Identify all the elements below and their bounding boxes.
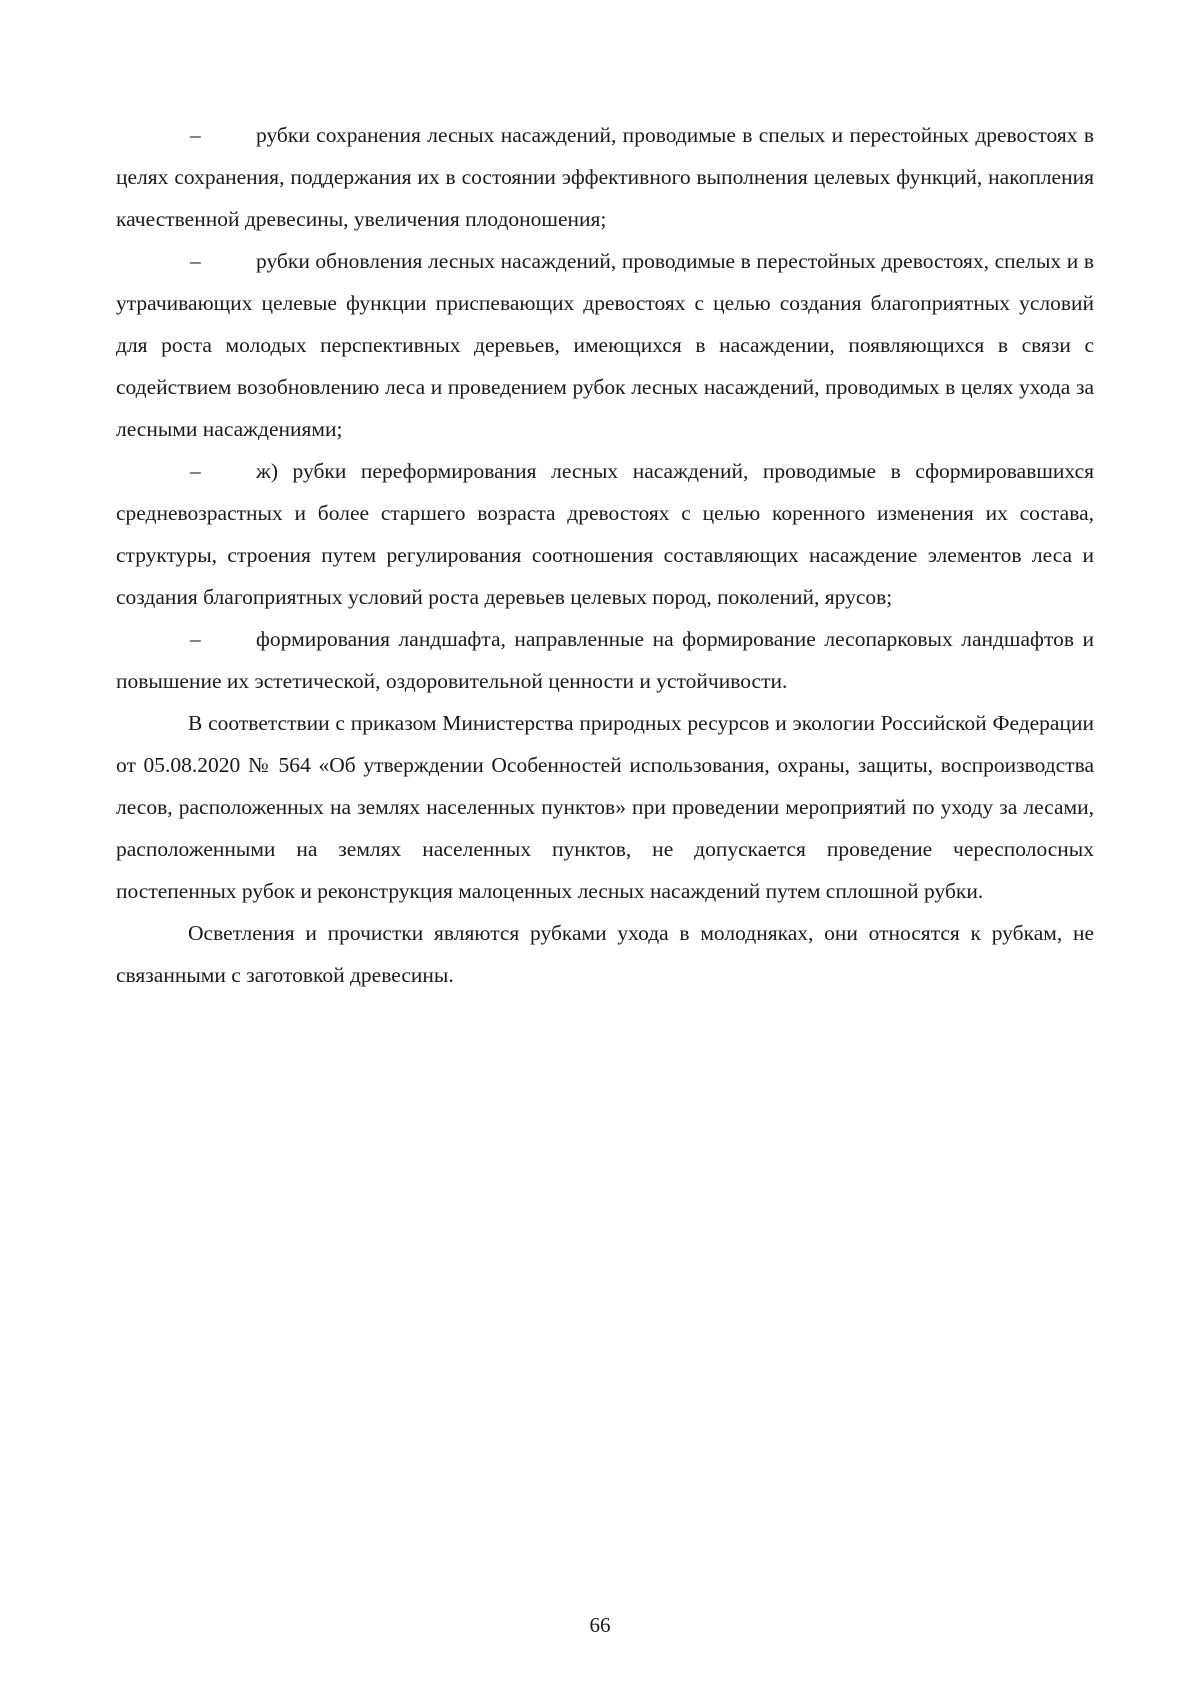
- list-dash-marker: –: [190, 627, 201, 651]
- page-number: 66: [589, 1613, 611, 1637]
- list-dash-marker: –: [190, 123, 201, 147]
- body-paragraph: Осветления и прочистки являются рубками ухода в молодняках, они относятся к рубкам, не связанными с заготовкой древесины.: [116, 921, 1094, 987]
- list-item-text: формирования ландшафта, направленные на формирование лесопарковых ландшафтов и повышение их эстетической, оздоровительной ценности и устойчивости.: [116, 627, 1094, 693]
- list-item-text: ж) рубки переформирования лесных насаждений, проводимые в сформировавшихся средневозрастных и более старшего возраста древостоях с целью коренного изменения их состава, структуры, строения путем регулирования соотношения составляющих насаждение элементов леса и создания благоприятных условий роста деревьев целевых пород, поколений, ярусов;: [116, 459, 1094, 609]
- list-dash-marker: –: [190, 249, 201, 273]
- list-item-text: рубки обновления лесных насаждений, проводимые в перестойных древостоях, спелых и в утрачивающих целевые функции приспевающих древостоях с целью создания благоприятных условий для роста молодых перспективных деревьев, имеющихся в насаждении, появляющихся в связи с содействием возобновлению леса и проведением рубок лесных насаждений, проводимых в целях ухода за лесными насаждениями;: [116, 249, 1094, 441]
- list-item: [116, 114, 1094, 240]
- list-item: [116, 240, 1094, 450]
- page-body: [116, 114, 1094, 996]
- list-item: [116, 450, 1094, 618]
- body-paragraph: В соответствии с приказом Министерства природных ресурсов и экологии Российской Федерации от 05.08.2020 № 564 «Об утверждении Особенностей использования, охраны, защиты, воспроизводства лесов, расположенных на землях населенных пунктов» при проведении мероприятий по уходу за лесами, расположенными на землях населенных пунктов, не допускается проведение чересполосных постепенных рубок и реконструкция малоценных лесных насаждений путем сплошной рубки.: [116, 711, 1094, 903]
- list-item-text: рубки сохранения лесных насаждений, проводимые в спелых и перестойных древостоях в целях сохранения, поддержания их в состоянии эффективного выполнения целевых функций, накопления качественной древесины, увеличения плодоношения;: [116, 123, 1094, 231]
- list-dash-marker: –: [190, 459, 201, 483]
- list-item: [116, 618, 1094, 702]
